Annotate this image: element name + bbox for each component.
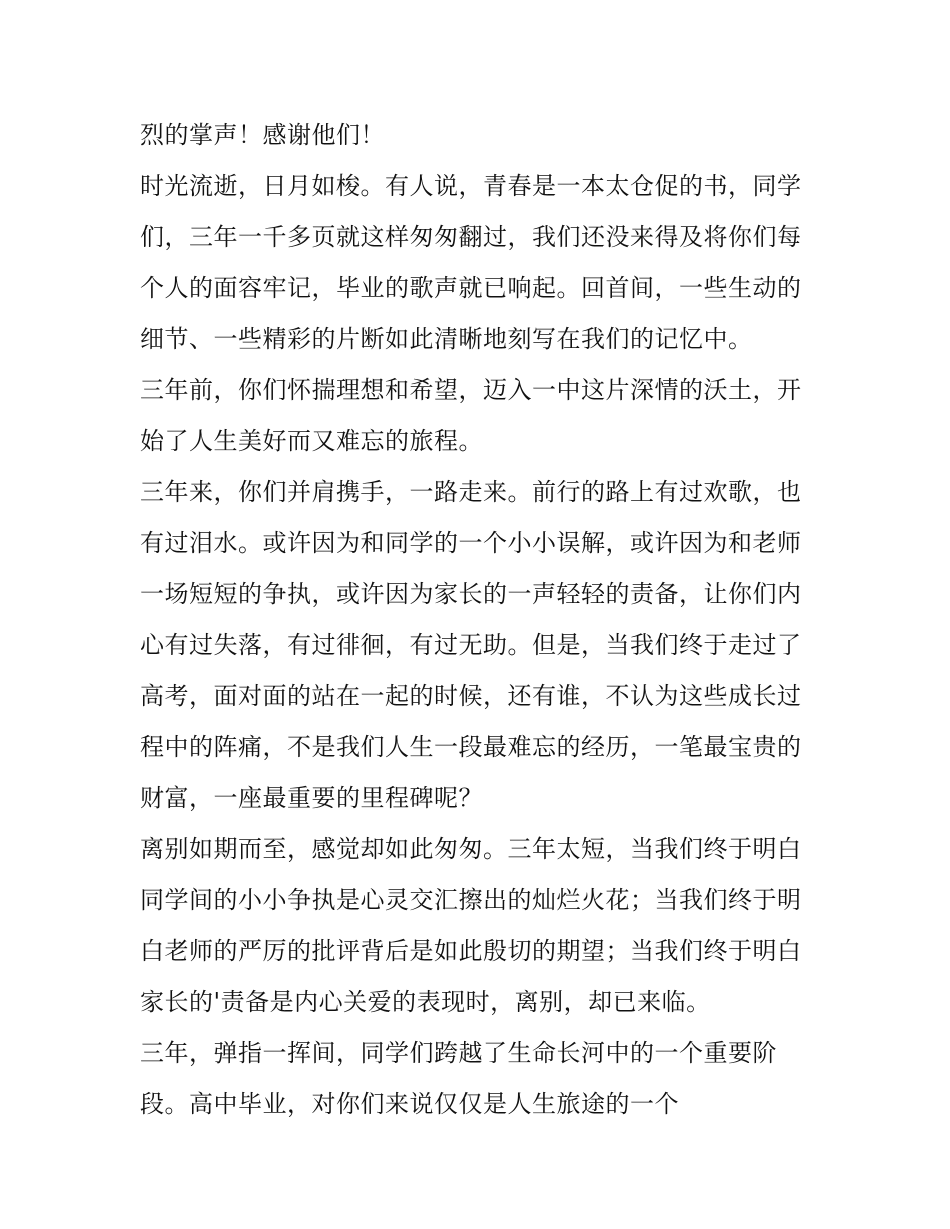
text-line: 白老师的严厉的批评背后是如此殷切的期望；当我们终于明白 (140, 937, 802, 965)
text-line: 高考，面对面的站在一起的时候，还有谁，不认为这些成长过 (140, 682, 802, 710)
text-line: 三年，弹指一挥间，同学们跨越了生命长河中的一个重要阶 (140, 1039, 777, 1067)
text-line: 们，三年一千多页就这样匆匆翻过，我们还没来得及将你们每 (140, 223, 802, 251)
text-line: 三年前，你们怀揣理想和希望，迈入一中这片深情的沃土，开 (140, 376, 802, 404)
text-line: 段。高中毕业，对你们来说仅仅是人生旅途的一个 (140, 1090, 679, 1118)
text-line: 同学间的小小争执是心灵交汇擦出的灿烂火花；当我们终于明 (140, 886, 802, 914)
text-line: 始了人生美好而又难忘的旅程。 (140, 427, 483, 455)
text-line: 心有过失落，有过徘徊，有过无助。但是，当我们终于走过了 (140, 631, 802, 659)
text-line: 程中的阵痛，不是我们人生一段最难忘的经历，一笔最宝贵的 (140, 733, 802, 761)
text-line: 离别如期而至，感觉却如此匆匆。三年太短，当我们终于明白 (140, 835, 802, 863)
text-line: 细节、一些精彩的片断如此清晰地刻写在我们的记忆中。 (140, 325, 753, 353)
text-line: 时光流逝，日月如梭。有人说，青春是一本太仓促的书，同学 (140, 172, 802, 200)
text-line: 家长的'责备是内心关爱的表现时，离别，却已来临。 (140, 988, 711, 1016)
text-line: 烈的掌声！感谢他们！ (140, 121, 385, 149)
text-line: 一场短短的争执，或许因为家长的一声轻轻的责备，让你们内 (140, 580, 802, 608)
document-body (140, 110, 820, 1130)
text-line: 财富，一座最重要的里程碑呢？ (140, 784, 483, 812)
text-line: 三年来，你们并肩携手，一路走来。前行的路上有过欢歌，也 (140, 478, 802, 506)
text-line: 有过泪水。或许因为和同学的一个小小误解，或许因为和老师 (140, 529, 802, 557)
text-line: 个人的面容牢记，毕业的歌声就已响起。回首间，一些生动的 (140, 274, 802, 302)
